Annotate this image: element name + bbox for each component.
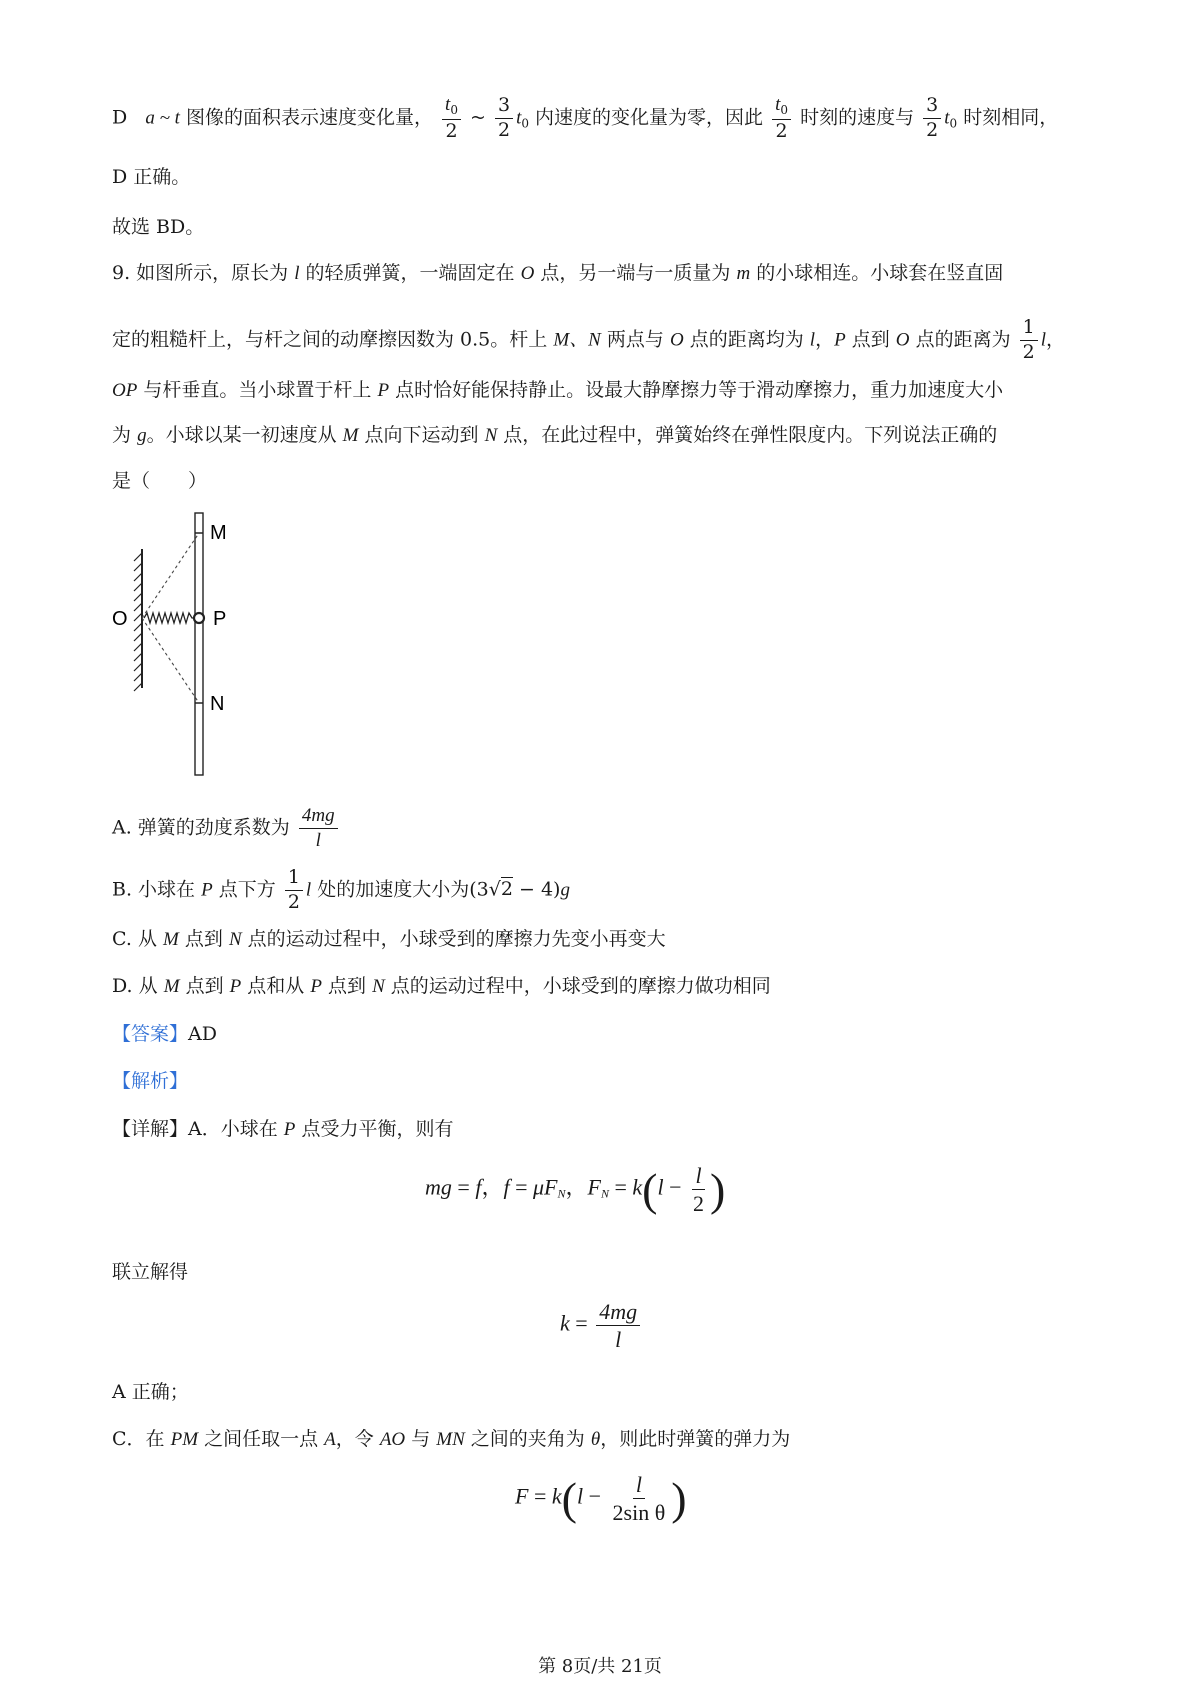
text-run: ， — [815, 328, 835, 351]
fraction-4mg-over-l — [299, 806, 338, 851]
sqrt-symbol: √2 — [488, 878, 513, 901]
frac-den: l — [615, 1327, 622, 1353]
text-run: 点的运动过程中，小球受到的摩擦力先变小再变大 — [247, 928, 666, 950]
subscript: N — [557, 1186, 566, 1201]
text-run: A．小球在 — [188, 1118, 278, 1140]
variable: f — [503, 1174, 510, 1200]
frac-den: 2 — [926, 118, 939, 141]
left-paren: ( — [642, 1164, 658, 1215]
variable: N — [372, 976, 385, 997]
text-run: 图像的面积表示速度变化量， — [185, 106, 433, 129]
operator: = — [608, 1174, 633, 1200]
variable: l — [576, 1483, 584, 1509]
variable: M — [342, 425, 359, 446]
text-run: 点和从 — [247, 975, 305, 997]
solution-d-conclusion: D 正确。 — [112, 166, 191, 188]
variable: O — [669, 329, 684, 351]
label-o: O — [112, 608, 128, 630]
text-run: 点的距离为 — [915, 328, 1011, 351]
fraction-1-over-2 — [1020, 318, 1038, 363]
fraction-l-over-2sin — [610, 1473, 669, 1524]
frac-num: 4mg — [596, 1300, 640, 1326]
fraction-3-over-2 — [495, 93, 513, 141]
frac-num: 3 — [923, 96, 941, 119]
text-run: 时刻的速度与 — [800, 106, 915, 129]
fraction-1-over-2 — [285, 868, 303, 913]
combine-text: 联立解得 — [112, 1261, 189, 1283]
operator: = — [569, 1310, 594, 1336]
subscript: 0 — [521, 116, 529, 131]
text-run: 与 — [411, 1428, 431, 1450]
fraction-t0-over-2 — [772, 95, 791, 142]
sqrt-radicand: 2 — [500, 878, 513, 901]
text-run: 之间任取一点 — [204, 1428, 319, 1450]
text-run: ，则此时弹簧的弹力为 — [600, 1428, 791, 1450]
c-analysis-line — [112, 1430, 790, 1449]
text-run: 的轻质弹簧，一端固定在 — [305, 262, 515, 284]
variable: f — [475, 1174, 482, 1200]
text-run: 点到 — [185, 975, 224, 997]
frac-den: 2 — [693, 1191, 705, 1216]
variable: l — [294, 263, 300, 284]
variable: l — [657, 1174, 664, 1200]
frac-den: 2 — [1022, 340, 1035, 363]
variable: OP — [112, 380, 138, 401]
dashed-on-line — [142, 618, 199, 703]
text-run: 点的运动过程中，小球受到的摩擦力做功相同 — [390, 975, 771, 997]
selected-answer: 故选 BD。 — [112, 216, 205, 238]
solution-d-line — [112, 95, 1058, 142]
tilde: ~ — [470, 106, 486, 129]
dashed-om-line — [142, 533, 199, 618]
frac-num: l — [692, 1164, 704, 1190]
text-run: 点到 — [328, 975, 367, 997]
fraction-4mg-over-l — [596, 1300, 640, 1351]
subscript: N — [600, 1186, 609, 1201]
subscript: 0 — [949, 116, 958, 131]
expression: (3 — [469, 878, 489, 901]
variable: M、N — [553, 329, 601, 351]
question-line-2 — [112, 318, 1065, 363]
page-footer: 第 8页/共 21页 — [538, 1656, 662, 1677]
label-n: N — [210, 693, 225, 715]
text-run: 之间的夹角为 — [470, 1428, 585, 1450]
operator: = — [509, 1174, 533, 1200]
separator: ， — [481, 1174, 504, 1200]
variable: l — [809, 329, 816, 351]
text-run: 点，另一端与一质量为 — [540, 262, 731, 284]
answer-value: AD — [188, 1023, 217, 1045]
formula-spring-force — [515, 1472, 687, 1525]
wall-hatching — [134, 553, 142, 691]
left-paren: ( — [561, 1473, 577, 1524]
text-run: 点时恰好能保持静止。设最大静摩擦力等于滑动摩擦力，重力加速度大小 — [395, 379, 1004, 401]
text-run: 点的距离均为 — [689, 328, 804, 351]
answer-tag: 【答案】 — [112, 1023, 189, 1045]
variable: M — [163, 976, 180, 997]
frac-num: 4mg — [299, 806, 338, 829]
frac-den: 2 — [497, 118, 511, 141]
text-run: C．在 — [112, 1428, 165, 1450]
detail-tag: 【详解】 — [112, 1118, 189, 1140]
question-line-1 — [112, 264, 1003, 283]
question-line-4 — [112, 426, 997, 445]
operator: − — [583, 1483, 607, 1509]
label-p: P — [213, 608, 227, 630]
variable: t — [516, 107, 522, 129]
option-b — [112, 868, 570, 913]
text-run: 。小球以某一初速度从 — [146, 424, 337, 446]
fraction-3-over-2 — [923, 93, 941, 141]
variable: t — [944, 107, 950, 129]
variable: k — [551, 1483, 562, 1509]
frac-den: 2 — [445, 119, 458, 142]
variable: l — [1040, 329, 1047, 351]
variable: N — [228, 929, 242, 950]
question-line-3 — [112, 381, 1003, 400]
variable: mg — [425, 1174, 452, 1200]
variable: PM — [170, 1429, 199, 1450]
variable: O — [520, 263, 535, 284]
variable: P — [201, 879, 213, 901]
spring-coil — [144, 613, 194, 623]
frac-den: 2 — [775, 119, 788, 142]
text-run: 定的粗糙杆上，与杆之间的动摩擦因数为 0.5。杆上 — [112, 328, 548, 351]
formula-equilibrium — [425, 1163, 725, 1216]
text-run: ，令 — [335, 1428, 374, 1450]
variable: k — [560, 1310, 570, 1336]
variable: m — [736, 263, 751, 284]
variable: g — [560, 879, 570, 901]
text-run: 点到 — [184, 928, 223, 950]
text-run: A. 弹簧的劲度系数为 — [112, 816, 290, 839]
frac-den: l — [315, 829, 321, 851]
variable: F — [587, 1174, 601, 1200]
ball — [194, 613, 204, 623]
variable: P — [834, 329, 846, 351]
label-m: M — [210, 522, 227, 544]
text-run: C. 从 — [112, 928, 157, 950]
variable: a ~ t — [145, 107, 180, 129]
text-run: B. 小球在 — [112, 878, 196, 901]
text-run: 内速度的变化量为零，因此 — [535, 106, 764, 129]
right-paren: ) — [710, 1164, 726, 1215]
frac-den: 2sin θ — [612, 1500, 666, 1525]
frac-den: 2 — [287, 890, 300, 913]
operator: = — [528, 1483, 552, 1509]
variable: l — [305, 879, 312, 901]
variable: A — [324, 1429, 336, 1450]
subscript: 0 — [780, 103, 789, 117]
variable: P — [310, 976, 322, 997]
variable: P — [377, 380, 390, 401]
text-run: 时刻相同， — [963, 106, 1059, 129]
text-run: ， — [1046, 328, 1066, 351]
formula-k — [560, 1300, 643, 1351]
frac-num: 1 — [1020, 318, 1038, 341]
text-run: 点向下运动到 — [364, 424, 479, 446]
text-run: 点下方 — [218, 878, 276, 901]
variable: F — [515, 1483, 529, 1509]
frac-num: 1 — [285, 868, 303, 891]
separator: ， — [565, 1174, 588, 1200]
spring-rod-diagram — [112, 505, 252, 785]
frac-num: l — [633, 1473, 645, 1499]
variable: M — [163, 929, 179, 950]
variable: N — [484, 425, 498, 446]
frac-num: t — [445, 94, 451, 115]
text-run: 点受力平衡，则有 — [301, 1118, 454, 1140]
text-run: 点到 — [851, 328, 890, 351]
text-run: 的小球相连。小球套在竖直固 — [756, 262, 1004, 284]
question-line-5: 是（ ） — [112, 470, 208, 492]
frac-num: t — [775, 94, 781, 115]
option-a — [112, 806, 341, 851]
option-letter: D — [112, 106, 128, 129]
variable: k — [632, 1174, 643, 1200]
operator: = — [451, 1174, 476, 1200]
variable: AO — [379, 1429, 406, 1450]
analysis-tag: 【解析】 — [112, 1070, 189, 1092]
variable: O — [895, 329, 910, 351]
variable: P — [229, 976, 242, 997]
text-run: 为 — [112, 424, 132, 446]
option-d — [112, 977, 771, 996]
variable: MN — [436, 1429, 465, 1450]
variable: P — [283, 1119, 296, 1140]
text-run: 9. 如图所示，原长为 — [112, 262, 289, 284]
variable: g — [137, 425, 147, 446]
text-run: 处的加速度大小为 — [317, 878, 470, 901]
fraction-l-over-2 — [690, 1164, 707, 1215]
text-run: 两点与 — [606, 328, 664, 351]
detail-line — [112, 1120, 453, 1139]
variable: θ — [590, 1429, 601, 1450]
text-run: D. 从 — [112, 975, 158, 997]
subscript: 0 — [450, 103, 458, 117]
expression: − 4) — [512, 878, 561, 901]
answer-line — [112, 1025, 217, 1044]
a-correct: A 正确； — [112, 1381, 189, 1403]
fraction-t0-over-2 — [442, 95, 461, 142]
frac-num: 3 — [495, 96, 513, 119]
text-run: 点，在此过程中，弹簧始终在弹性限度内。下列说法正确的 — [503, 424, 998, 446]
variable: μF — [533, 1174, 558, 1200]
vertical-rod — [195, 513, 203, 775]
right-paren: ) — [671, 1473, 687, 1524]
text-run: 与杆垂直。当小球置于杆上 — [143, 379, 372, 401]
operator: − — [663, 1174, 688, 1200]
option-c — [112, 930, 666, 949]
